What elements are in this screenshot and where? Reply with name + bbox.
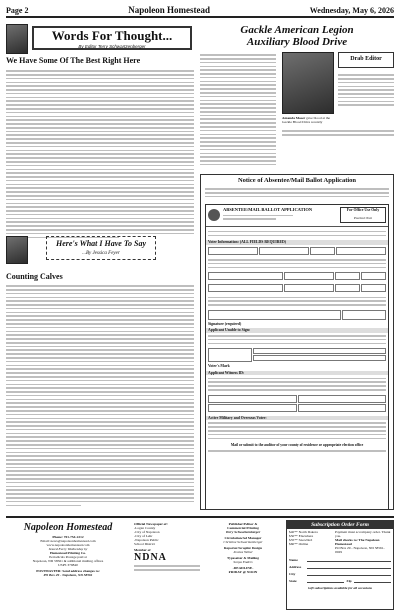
form-title: ABSENTEE/MAIL BALLOT APPLICATION bbox=[223, 206, 313, 212]
reporter-name: Jessica Weber bbox=[233, 550, 253, 554]
signature-required-label: Signature (required) bbox=[208, 321, 242, 326]
address-label: Address bbox=[289, 565, 302, 569]
footer-official bbox=[134, 522, 200, 573]
drab-editor-badge: Drab Editor bbox=[338, 52, 394, 68]
section-agent: Applicant Unable to Sign: bbox=[206, 328, 388, 333]
writer-photo bbox=[6, 236, 28, 264]
agent-text bbox=[206, 335, 388, 344]
mailing-address-field[interactable] bbox=[208, 284, 283, 292]
zip-input[interactable] bbox=[354, 578, 391, 583]
voter-mark-field[interactable] bbox=[208, 348, 252, 362]
editor-photo bbox=[6, 24, 28, 54]
voter-fields-row-2 bbox=[206, 270, 388, 282]
state-label: State bbox=[289, 579, 297, 583]
signature-field[interactable] bbox=[208, 310, 341, 320]
auxiliary-body-bottom bbox=[282, 128, 394, 138]
footer-staff bbox=[204, 522, 282, 574]
official-label: Official Newspaper of: bbox=[134, 522, 168, 526]
witness-relationship-field[interactable] bbox=[298, 395, 387, 403]
suffix-field[interactable] bbox=[310, 247, 335, 255]
certification-text bbox=[206, 297, 388, 306]
opinion-body bbox=[6, 283, 194, 508]
footer-postage: Periodicals Postage paid at bbox=[49, 555, 87, 559]
agent-signature-field[interactable] bbox=[253, 355, 386, 361]
voter-fields-row-3 bbox=[206, 282, 388, 294]
column-body bbox=[6, 68, 194, 240]
footer-phone: Phone: 701-754-2212 bbox=[52, 535, 84, 539]
form-options bbox=[206, 227, 388, 241]
mailing-state-field[interactable] bbox=[335, 284, 360, 292]
rate-3: $35** Snowbird bbox=[289, 538, 313, 542]
voter-mark-label: Voter's Mark bbox=[208, 364, 230, 369]
footer-tagline: Issued Every Wednesday by bbox=[48, 547, 88, 551]
commercial-label: Commercial Printing bbox=[227, 526, 259, 530]
subscription-form bbox=[286, 520, 394, 610]
form-footnote bbox=[206, 450, 388, 452]
member-label: Member of bbox=[134, 548, 151, 552]
form-header bbox=[206, 205, 388, 227]
signature-row bbox=[206, 308, 388, 322]
blood-drive-photo bbox=[282, 52, 334, 114]
office-use-box bbox=[340, 207, 386, 223]
witness-date-field[interactable] bbox=[298, 404, 387, 412]
mailing-zip-field[interactable] bbox=[361, 284, 386, 292]
editor-name: Terry Schwartzenberger bbox=[225, 530, 261, 534]
issue-date: Wednesday, May 6, 2026 bbox=[309, 5, 394, 15]
payment-note: Payment must accompany order. Thank you. bbox=[335, 530, 391, 538]
footer-notice-text bbox=[134, 565, 200, 570]
footer-po-box: PO Box 29 - Napoleon, ND 58561 bbox=[43, 573, 93, 577]
deadline-label: -DEADLINE- bbox=[232, 566, 254, 570]
mailing-city-field[interactable] bbox=[284, 284, 334, 292]
rate-2: $50** Elsewhere bbox=[289, 534, 314, 538]
section-military: Active Military and Overseas Voter: bbox=[206, 416, 388, 421]
footer-usps: USPS 379840 bbox=[58, 563, 78, 567]
photo-caption bbox=[282, 116, 334, 124]
notice-intro bbox=[201, 184, 393, 202]
date-field[interactable] bbox=[342, 310, 386, 320]
page-header bbox=[6, 4, 394, 18]
ballot-application-form bbox=[205, 204, 389, 510]
gift-note: Gift subscriptions available for all occasions bbox=[307, 586, 373, 590]
footer-postage-2: Napoleon, ND 58561 & additional mailing offices bbox=[32, 559, 104, 563]
rate-4: $60** Online bbox=[289, 542, 309, 546]
opinion-banner bbox=[46, 236, 156, 260]
opinion-banner-area bbox=[6, 236, 194, 276]
name-input[interactable] bbox=[307, 557, 391, 562]
caption-name: Amanda Moser bbox=[282, 116, 306, 120]
typesetter-name: Sonya Enders bbox=[233, 560, 253, 564]
footer-masthead bbox=[6, 522, 130, 577]
voter-fields-row-1 bbox=[206, 245, 388, 257]
official-item-3: -City of Lehr bbox=[134, 534, 153, 538]
absentee-notice bbox=[200, 174, 394, 510]
opinion-byline: ...By Jessica Feyer bbox=[82, 251, 120, 256]
military-options bbox=[206, 422, 388, 439]
id-options bbox=[206, 259, 388, 268]
opinion-banner-title: Here's What I Have To Say bbox=[55, 239, 146, 248]
office-use-label: For Office Use Only bbox=[346, 208, 380, 213]
circulation-name: Christine Schwartzenberger bbox=[223, 540, 263, 544]
reporter-label: Reporter/Graphic Design bbox=[223, 546, 262, 550]
footer-web: www.napoleonhomestead.com bbox=[46, 543, 90, 547]
witness-name-field[interactable] bbox=[208, 395, 297, 403]
agent-row bbox=[206, 346, 388, 364]
city-field[interactable] bbox=[284, 272, 334, 280]
rate-1: $40** North Dakota bbox=[289, 530, 318, 534]
name-label: Name bbox=[289, 558, 298, 562]
city-label: City bbox=[289, 572, 296, 576]
opinion-headline: Counting Calves bbox=[6, 272, 63, 281]
mail-submit-line: Mail or submit to the auditor of your county of residence or appropriate election office bbox=[230, 443, 364, 448]
subscription-title: Subscription Order Form bbox=[287, 521, 393, 529]
circulation-label: Circulation/Ad Manager bbox=[224, 536, 262, 540]
column-banner bbox=[32, 26, 192, 50]
witness-row bbox=[206, 393, 388, 414]
footer-publisher: Homestead Printing Co. bbox=[49, 551, 87, 555]
agent-name-field[interactable] bbox=[253, 348, 386, 354]
auxiliary-headline-line-1: Gackle American Legion bbox=[240, 24, 354, 36]
city-input[interactable] bbox=[307, 571, 391, 576]
official-item-5: School District bbox=[134, 542, 156, 546]
ndna-logo: NDNA bbox=[134, 552, 167, 563]
state-input[interactable] bbox=[307, 578, 344, 583]
zip-label: Zip bbox=[346, 579, 352, 583]
typesetter-label: Typesetter & Mailing bbox=[227, 556, 259, 560]
auxiliary-body-right bbox=[338, 72, 394, 108]
official-item-1: -Logan County bbox=[134, 526, 156, 530]
section-witness: Applicant Witness ID: bbox=[206, 371, 388, 376]
official-item-4: -Napoleon Public bbox=[134, 538, 159, 542]
first-name-field[interactable] bbox=[259, 247, 309, 255]
zip-field[interactable] bbox=[361, 272, 386, 280]
date-of-birth-field[interactable] bbox=[336, 247, 386, 255]
state-field[interactable] bbox=[335, 272, 360, 280]
official-item-2: -City of Napoleon bbox=[134, 530, 160, 534]
witness-signature-field[interactable] bbox=[208, 404, 297, 412]
column-banner-title: Words For Thought... bbox=[51, 28, 173, 43]
section-voter-info: Voter Information: (ALL FIELDS REQUIRED) bbox=[206, 240, 388, 245]
precinct-label: Precinct Part bbox=[354, 215, 372, 220]
footer-paper-name: Napoleon Homestead bbox=[23, 522, 113, 533]
address-input[interactable] bbox=[307, 564, 391, 569]
footer-postmaster: POSTMASTER: Send address changes to: bbox=[36, 569, 100, 573]
notice-title: Notice of Absentee/Mail Ballot Application bbox=[237, 177, 357, 184]
subscription-fields bbox=[287, 557, 393, 583]
page-number: Page 2 bbox=[6, 5, 29, 15]
caption-text: gave blood at the Gackle Blood Drive recently bbox=[282, 116, 331, 124]
witness-text bbox=[206, 378, 388, 391]
column-headline: We Have Some Of The Best Right Here bbox=[6, 56, 141, 65]
publisher-label: Publisher/Editor & bbox=[228, 522, 258, 526]
state-seal-icon bbox=[208, 209, 220, 221]
footer bbox=[6, 516, 394, 610]
column-byline: By Editor Terry Schwartzenberger bbox=[78, 44, 146, 49]
mail-to: Mail checks to: The Napoleon Homestead bbox=[335, 538, 380, 546]
deadline-day: FRIDAY @ NOON bbox=[228, 570, 258, 574]
mail-address: PO Box 29 - Napoleon, ND 58561-0029 bbox=[335, 546, 385, 554]
auxiliary-headline-line-2: Auxiliary Blood Drive bbox=[246, 36, 348, 48]
auxiliary-headline bbox=[200, 24, 394, 48]
residential-address-field[interactable] bbox=[208, 272, 283, 280]
footer-email: Email: news@napoleonhomestead.com bbox=[40, 539, 96, 543]
auxiliary-body-left bbox=[200, 52, 276, 168]
last-name-field[interactable] bbox=[208, 247, 258, 255]
paper-name: Napoleon Homestead bbox=[128, 5, 210, 15]
subscription-rates bbox=[287, 529, 393, 555]
